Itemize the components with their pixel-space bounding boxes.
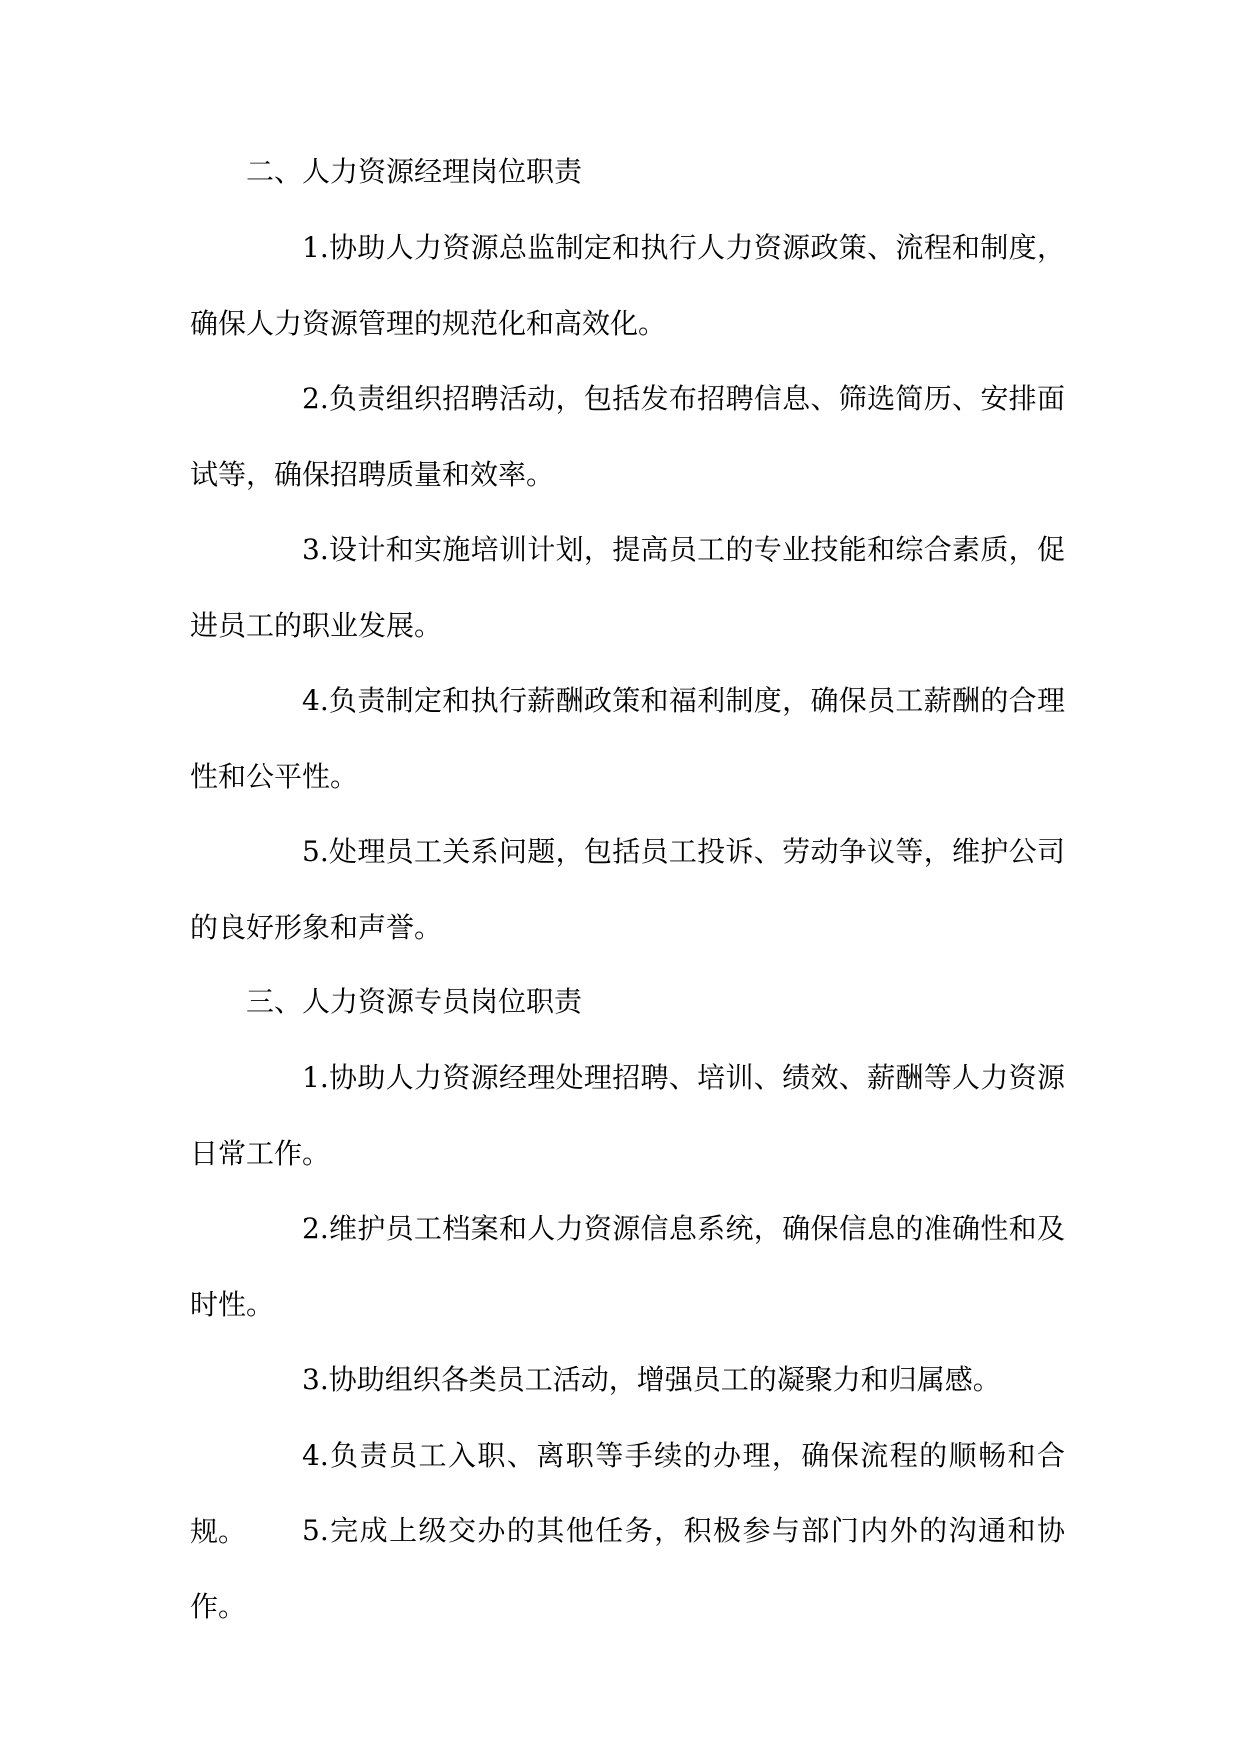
item-number: 2.: [302, 382, 329, 415]
item-number: 5.: [302, 1514, 329, 1547]
item-text: 设计和实施培训计划，提高员工的专业技能和综合素质，促进员工的职业发展。: [190, 533, 1065, 642]
list-item: [190, 1191, 1065, 1342]
item-text: 负责制定和执行薪酬政策和福利制度，确保员工薪酬的合理性和公平性。: [190, 684, 1065, 793]
item-text: 协助人力资源经理处理招聘、培训、绩效、薪酬等人力资源日常工作。: [190, 1061, 1065, 1170]
item-text: 维护员工档案和人力资源信息系统，确保信息的准确性和及时性。: [190, 1212, 1065, 1321]
list-item: [190, 361, 1065, 512]
list-item: [190, 1342, 1065, 1418]
list-item: [190, 1040, 1065, 1191]
item-text: 处理员工关系问题，包括员工投诉、劳动争议等，维护公司的良好形象和声誉。: [190, 835, 1065, 944]
item-number: 5.: [302, 835, 329, 868]
item-number: 1.: [302, 1061, 329, 1094]
item-text: 负责组织招聘活动，包括发布招聘信息、筛选简历、安排面试等，确保招聘质量和效率。: [190, 382, 1065, 491]
item-number: 2.: [302, 1212, 329, 1245]
item-number: 3.: [302, 1363, 329, 1396]
item-number: 4.: [302, 684, 329, 717]
item-number: 1.: [302, 231, 329, 264]
list-item: [190, 210, 1065, 361]
section-heading-specialist: 三、人力资源专员岗位职责: [246, 985, 583, 1018]
list-item: [190, 512, 1065, 663]
list-item: [190, 814, 1065, 965]
section-heading-manager: 二、人力资源经理岗位职责: [246, 155, 583, 188]
list-item: [190, 663, 1065, 814]
item-text: 完成上级交办的其他任务，积极参与部门内外的沟通和协作。: [190, 1514, 1065, 1623]
item-text: 协助组织各类员工活动，增强员工的凝聚力和归属感。: [328, 1363, 1001, 1396]
item-text: 负责员工入职、离职等手续的办理，确保流程的顺畅和合规。: [190, 1439, 1065, 1548]
item-number: 3.: [302, 533, 329, 566]
item-number: 4.: [302, 1439, 329, 1472]
list-item: [190, 1493, 1065, 1644]
item-text: 协助人力资源总监制定和执行人力资源政策、流程和制度，确保人力资源管理的规范化和高效化。: [190, 231, 1065, 340]
